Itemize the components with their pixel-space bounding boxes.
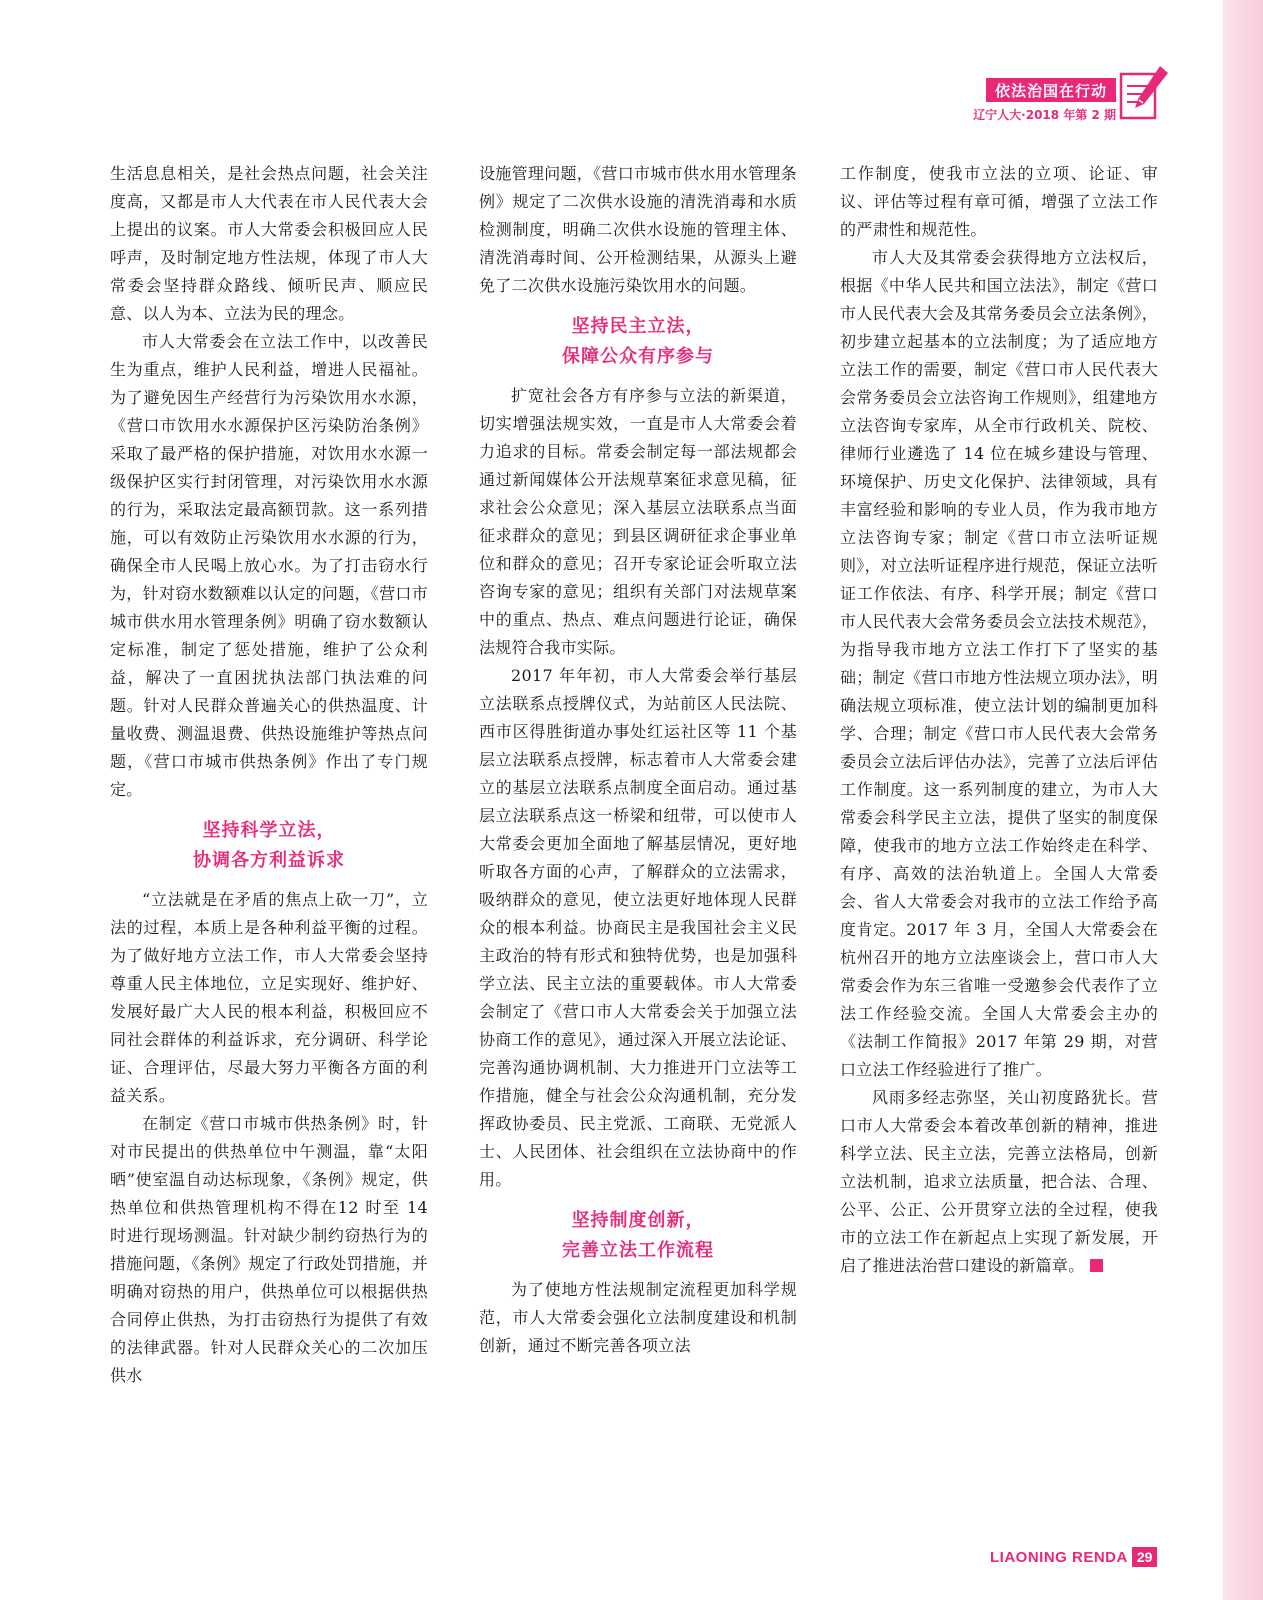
section-heading [110,816,428,876]
paragraph: 扩宽社会各方有序参与立法的新渠道，切实增强法规实效，一直是市人大常委会着力追求的目标。常委会制定每一部法规都会通过新闻媒体公开法规草案征求意见稿，征求社会公众意见；深入基层立法联系点当面征求群众的意见；到县区调研征求企事业单位和群众的意见；召开专家论证会听取立法咨询专家的意见；组织有关部门对法规草案中的重点、热点、难点问题进行论证，确保法规符合我市实际。 [479,386,797,657]
section-heading-line: 坚持民主立法， [571,316,705,337]
paragraph-final [840,1084,1158,1280]
section-heading-line: 协调各方利益诉求 [193,850,345,871]
column-1 [110,160,428,1390]
paragraph: 市人大常委会在立法工作中，以改善民生为重点，维护人民利益，增进人民福祉。为了避免因生产经营行为污染饮用水水源，《营口市饮用水水源保护区污染防治条例》采取了最严格的保护措施，对饮用水水源一级保护区实行封闭管理，对污染饮用水水源的行为，采取法定最高额罚款。这一系列措施，可以有效防止污染饮用水水源的行为，确保全市人民喝上放心水。为了打击窃水行为，针对窃水数额难以认定的问题，《营口市城市供水用水管理条例》明确了窃水数额认定标准，制定了惩处措施，维护了公众利益，解决了一直困扰执法部门执法难的问题。针对人民群众普遍关心的供热温度、计量收费、测温退费、供热设施维护等热点问题，《营口市城市供热条例》作出了专门规定。 [110,332,429,799]
section-heading [479,312,797,372]
paragraph: 2017 年年初，市人大常委会举行基层立法联系点授牌仪式，为站前区人民法院、西市区得胜街道办事处红运社区等 11 个基层立法联系点授牌，标志着市人大常委会建立的基层立法联系点制度全面启动。通过基层立法联系点这一桥梁和纽带，可以使市人大常委会更加全面地了解基层情况，更好地听取各方面的心声，了解群众的立法需求，吸纳群众的意见，使立法更好地体现人民群众的根本利益。协商民主是我国社会主义民主政治的特有形式和独特优势，也是加强科学立法、民主立法的重要载体。市人大常委会制定了《营口市人大常委会关于加强立法协商工作的意见》，通过深入开展立法论证、完善沟通协调机制、大力推进开门立法等工作措施，健全与社会公众沟通机制，充分发挥政协委员、民主党派、工商联、无党派人士、人民团体、社会组织在立法协商中的作用。 [479,666,798,1189]
paragraph: 为了使地方性法规制定流程更加科学规范，市人大常委会强化立法制度建设和机制创新，通过不断完善各项立法 [479,1280,797,1355]
paragraph: 在制定《营口市城市供热条例》时，针对市民提出的供热单位中午测温，靠“太阳晒”使室温自动达标现象，《条例》规定，供热单位和供热管理机构不得在12 时至 14 时进行现场测温。针对缺少制约窃热行为的措施问题，《条例》规定了行政处罚措施，并明确对窃热的用户，供热单位可以根据供热合同停止供热，为打击窃热行为提供了有效的法律武器。针对人民群众关心的二次加压供水 [110,1114,429,1385]
end-mark-icon [1090,1259,1103,1272]
section-heading-line: 完善立法工作流程 [562,1240,714,1261]
section-label: 依法治国在行动 [986,78,1116,102]
issue-line: 辽宁人大·2018 年第 2 期 [973,108,1116,122]
column-2 [479,160,797,1360]
paragraph: 生活息息相关，是社会热点问题，社会关注度高，又都是市人大代表在市人民代表大会上提出的议案。市人大常委会积极回应人民呼声，及时制定地方性法规，体现了市人大常委会坚持群众路线、倾听民声、顺应民意、以人为本、立法为民的理念。 [110,164,428,323]
pen-icon [1118,64,1170,122]
section-heading-line: 坚持科学立法， [202,820,336,841]
magazine-name: LIAONING RENDA [990,1548,1128,1566]
section-heading-line: 保障公众有序参与 [562,346,714,367]
paragraph: 市人大及其常委会获得地方立法权后，根据《中华人民共和国立法法》，制定《营口市人民代表大会及其常务委员会立法条例》，初步建立起基本的立法制度；为了适应地方立法工作的需要，制定《营口市人民代表大会常务委员会立法咨询工作规则》，组建地方立法咨询专家库，从全市行政机关、院校、律师行业遴选了 14 位在城乡建设与管理、环境保护、历史文化保护、法律领域，具有丰富经验和影响的专业人员，作为我市地方立法咨询专家；制定《营口市立法听证规则》，对立法听证程序进行规范，保证立法听证工作依法、有序、科学开展；制定《营口市人民代表大会常务委员会立法技术规范》，为指导我市地方立法工作打下了坚实的基础；制定《营口市地方性法规立项办法》，明确法规立项标准，使立法计划的编制更加科学、合理；制定《营口市人民代表大会常务委员会立法后评估办法》，完善了立法后评估工作制度。这一系列制度的建立，为市人大常委会科学民主立法，提供了坚实的制度保障，使我市的地方立法工作始终走在科学、有序、高效的法治轨道上。全国人大常委会、省人大常委会对我市的立法工作给予高度肯定。2017 年 3 月，全国人大常委会在杭州召开的地方立法座谈会上，营口市人大常委会作为东三省唯一受邀参会代表作了立法工作经验交流。全国人大常委会主办的《法制工作简报》2017 年第 29 期，对营口立法工作经验进行了推广。 [840,248,1159,1079]
paragraph-text: 风雨多经志弥坚，关山初度路犹长。营口市人大常委会本着改革创新的精神，推进科学立法、民主立法，完善立法格局，创新立法机制，追求立法质量，把合法、合理、公平、公正、公开贯穿立法的全过程，使我市的立法工作在新起点上实现了新发展，开启了推进法治营口建设的新篇章。 [840,1088,1158,1275]
page-edge-band [1223,0,1263,1600]
paragraph: “立法就是在矛盾的焦点上砍一刀”，立法的过程，本质上是各种利益平衡的过程。为了做好地方立法工作，市人大常委会坚持尊重人民主体地位，立足实现好、维护好、发展好最广大人民的根本利益，积极回应不同社会群体的利益诉求，充分调研、科学论证、合理评估，尽最大努力平衡各方面的利益关系。 [110,890,428,1105]
footer [990,1546,1157,1568]
section-heading [479,1206,797,1266]
section-heading-line: 坚持制度创新， [571,1210,705,1231]
paragraph: 工作制度，使我市立法的立项、论证、审议、评估等过程有章可循，增强了立法工作的严肃性和规范性。 [840,164,1158,239]
page-number: 29 [1132,1547,1158,1567]
paragraph: 设施管理问题，《营口市城市供水用水管理条例》规定了二次供水设施的清洗消毒和水质检测制度，明确二次供水设施的管理主体、清洗消毒时间、公开检测结果，从源头上避免了二次供水设施污染饮用水的问题。 [479,164,798,295]
column-3 [840,160,1158,1280]
